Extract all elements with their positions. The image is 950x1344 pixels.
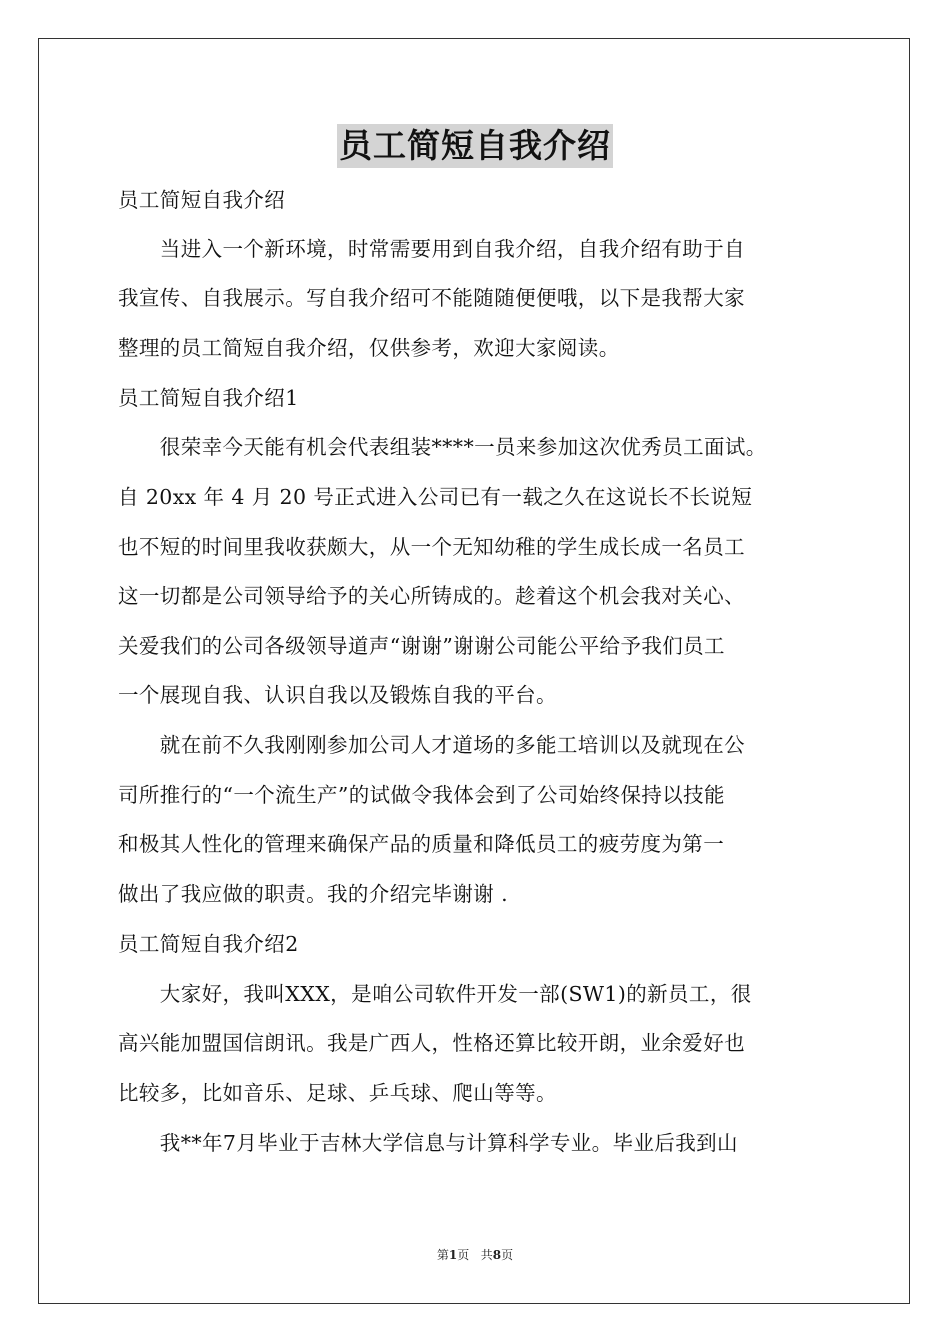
page-suffix: 页	[457, 1248, 470, 1262]
paragraph-line: 做出了我应做的职责。我的介绍完毕谢谢 .	[118, 882, 509, 906]
paragraph-line: 很荣幸今天能有机会代表组装****一员来参加这次优秀员工面试。	[118, 435, 767, 459]
total-prefix: 共	[480, 1248, 493, 1262]
section-heading: 员工简短自我介绍2	[118, 932, 299, 956]
section-heading: 员工简短自我介绍1	[118, 386, 299, 410]
paragraph-line: 关爱我们的公司各级领导道声“谢谢”谢谢公司能公平给予我们员工	[118, 634, 725, 658]
paragraph-line: 比较多，比如音乐、足球、乒乓球、爬山等等。	[118, 1081, 557, 1105]
paragraph-line: 这一切都是公司领导给予的关心所铸成的。趁着这个机会我对关心、	[118, 584, 745, 608]
paragraph-line: 也不短的时间里我收获颇大，从一个无知幼稚的学生成长成一名员工	[118, 535, 745, 559]
paragraph-line: 大家好，我叫XXX，是咱公司软件开发一部(SW1)的新员工，很	[118, 982, 752, 1006]
total-suffix: 页	[501, 1248, 514, 1262]
page-number: 1	[448, 1248, 458, 1262]
paragraph-line: 高兴能加盟国信朗讯。我是广西人，性格还算比较开朗，业余爱好也	[118, 1031, 745, 1055]
paragraph-line: 司所推行的“一个流生产”的试做令我体会到了公司始终保持以技能	[118, 783, 725, 807]
title-container	[0, 124, 950, 168]
paragraph-line: 当进入一个新环境，时常需要用到自我介绍，自我介绍有助于自	[118, 237, 745, 261]
paragraph-line: 一个展现自我、认识自我以及锻炼自我的平台。	[118, 683, 557, 707]
document-title: 员工简短自我介绍	[337, 124, 613, 168]
total-pages: 8	[492, 1248, 502, 1262]
paragraph-line: 就在前不久我刚刚参加公司人才道场的多能工培训以及就现在公	[118, 733, 745, 757]
paragraph-line: 整理的员工简短自我介绍，仅供参考，欢迎大家阅读。	[118, 336, 620, 360]
page-prefix: 第	[436, 1248, 449, 1262]
section-heading: 员工简短自我介绍	[118, 188, 286, 212]
page-footer	[0, 1247, 950, 1263]
paragraph-line: 我宣传、自我展示。写自我介绍可不能随随便便哦，以下是我帮大家	[118, 286, 745, 310]
paragraph-line: 和极其人性化的管理来确保产品的质量和降低员工的疲劳度为第一	[118, 832, 725, 856]
page-border	[38, 38, 910, 1304]
paragraph-line: 我**年7月毕业于吉林大学信息与计算科学专业。毕业后我到山	[118, 1131, 738, 1155]
paragraph-line: 自 20xx 年 4 月 20 号正式进入公司已有一载之久在这说长不长说短	[118, 485, 753, 509]
